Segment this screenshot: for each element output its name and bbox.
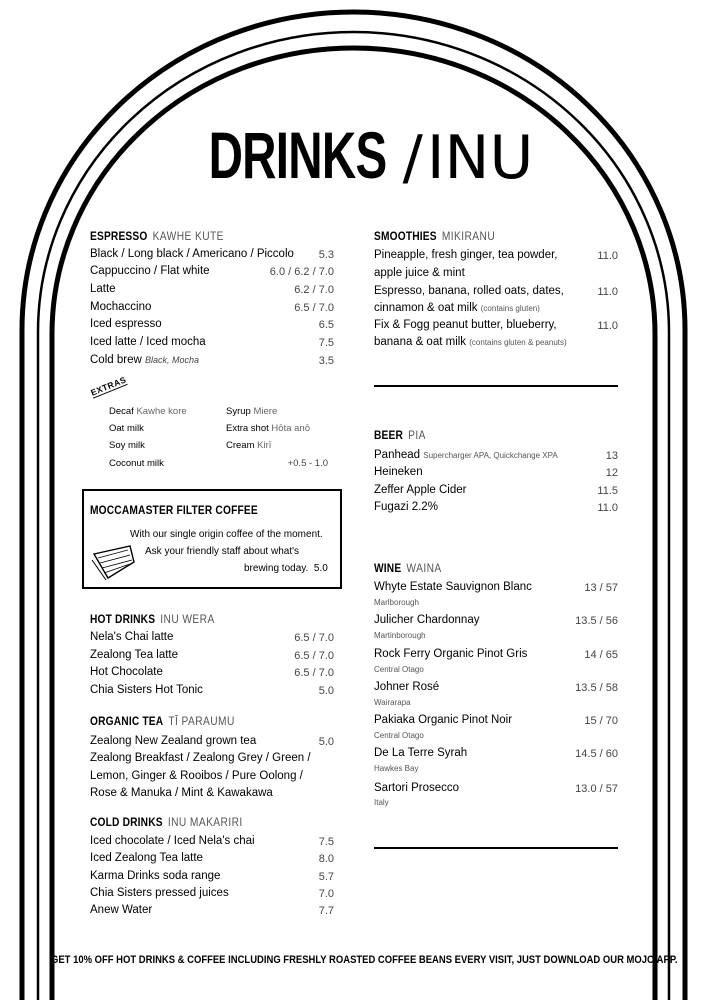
menu-price: 7.5	[318, 836, 334, 848]
menu-price: 8.0	[318, 853, 334, 865]
espresso-heading: ESPRESSO KAWHE KUTE	[90, 229, 224, 243]
menu-price: 13.5 / 58	[575, 682, 618, 694]
menu-price: 5.0	[318, 685, 334, 697]
wine-region: Central Otago	[374, 731, 424, 740]
moccamaster-line1: With our single origin coffee of the moment.	[130, 529, 323, 540]
divider	[374, 847, 618, 849]
menu-price: 11.0	[597, 250, 618, 262]
menu-price: 11.0	[597, 320, 618, 332]
menu-item: Hot Chocolate	[90, 666, 163, 678]
menu-price: 7.7	[318, 905, 334, 917]
extra-item: Oat milk	[109, 423, 144, 434]
menu-item-line2: cinnamon & oat milk (contains gluten)	[374, 302, 540, 314]
wine-region: Hawkes Bay	[374, 764, 419, 773]
divider	[374, 385, 618, 387]
menu-price: 13	[605, 450, 618, 462]
menu-item: Panhead Supercharger APA, Quickchange XPA	[374, 449, 558, 461]
extra-item: Cream Kirī	[226, 440, 272, 451]
tea-varieties-line: Lemon, Ginger & Rooibos / Pure Oolong /	[90, 770, 303, 782]
menu-item: Zealong Tea latte	[90, 649, 179, 661]
menu-price: 6.5 / 7.0	[294, 667, 334, 679]
beer-heading: BEER PIA	[374, 428, 426, 442]
menu-price: 7.0	[318, 888, 334, 900]
menu-item: De La Terre Syrah	[374, 747, 468, 759]
menu-price: 7.5	[318, 337, 334, 349]
menu-item: Johner Rosé	[374, 681, 440, 693]
menu-item: Latte	[90, 283, 116, 295]
menu-price: 11.0	[597, 502, 618, 514]
menu-price: 12	[605, 467, 618, 479]
extra-item: Soy milk	[109, 440, 145, 451]
menu-item: Mochaccino	[90, 301, 152, 313]
menu-price: 6.5 / 7.0	[294, 632, 334, 644]
promo-footer: GET 10% OFF HOT DRINKS & COFFEE INCLUDING FRESHLY ROASTED COFFEE BEANS EVERY VISIT, JUST DOWNLOAD OUR MOJO APP.	[50, 954, 678, 966]
menu-item: Black / Long black / Americano / Piccolo	[90, 248, 294, 260]
menu-item: Pakiaka Organic Pinot Noir	[374, 714, 513, 726]
menu-price: 5.7	[318, 871, 334, 883]
menu-price: 6.5 / 7.0	[294, 302, 334, 314]
tea-varieties-line: Zealong Breakfast / Zealong Grey / Green /	[90, 752, 311, 764]
menu-price: 13 / 57	[584, 582, 618, 594]
menu-item: Anew Water	[90, 904, 153, 916]
menu-item: Heineken	[374, 466, 423, 478]
menu-price: 6.5 / 7.0	[294, 650, 334, 662]
extra-item: Extra shot Hōta anō	[226, 423, 310, 434]
menu-price: 13.5 / 56	[575, 615, 618, 627]
coffee-filter-icon	[90, 540, 138, 582]
menu-note: (contains gluten)	[480, 304, 540, 313]
menu-note: Black, Mocha	[144, 355, 200, 365]
wine-heading: WINE WAINA	[374, 561, 442, 575]
moccamaster-heading: MOCCAMASTER FILTER COFFEE	[90, 503, 258, 517]
menu-item: Julicher Chardonnay	[374, 614, 480, 626]
menu-item: Iced espresso	[90, 318, 162, 330]
menu-price: 15 / 70	[584, 715, 618, 727]
page-title	[0, 118, 707, 193]
menu-price: 14 / 65	[584, 649, 618, 661]
menu-note: Supercharger APA, Quickchange XPA	[423, 451, 558, 460]
menu-price: 11.0	[597, 286, 618, 298]
menu-item: Cold brew Black, Mocha	[90, 354, 200, 366]
menu-price: 6.5	[318, 319, 334, 331]
extras-badge: EXTRAS	[89, 374, 128, 398]
menu-item: Fix & Fogg peanut butter, blueberry,	[374, 319, 557, 331]
menu-item: Fugazi 2.2%	[374, 501, 438, 513]
wine-region: Central Otago	[374, 665, 424, 674]
title-sub: INU	[426, 123, 534, 193]
menu-note: (contains gluten & peanuts)	[469, 338, 567, 347]
extra-item: Decaf Kawhe kore	[109, 406, 187, 417]
extra-item: Coconut milk	[109, 458, 164, 469]
organic-tea-heading: ORGANIC TEA TĪ PARAUMU	[90, 714, 235, 728]
menu-price: 11.5	[597, 485, 618, 497]
menu-item: Pineapple, fresh ginger, tea powder,	[374, 249, 558, 261]
menu-price: 14.5 / 60	[575, 748, 618, 760]
wine-region: Italy	[374, 798, 389, 807]
title-main: DRINKS	[208, 118, 387, 192]
tea-varieties-line: Rose & Manuka / Mint & Kawakawa	[90, 787, 273, 799]
menu-item: Cappuccino / Flat white	[90, 265, 210, 277]
menu-item: Zealong New Zealand grown tea	[90, 735, 257, 747]
menu-item: Chia Sisters pressed juices	[90, 887, 229, 899]
menu-item: Karma Drinks soda range	[90, 870, 221, 882]
wine-region: Wairarapa	[374, 698, 411, 707]
menu-item: Espresso, banana, rolled oats, dates,	[374, 285, 564, 297]
menu-price: 3.5	[318, 355, 334, 367]
menu-price: 5.3	[318, 249, 334, 261]
menu-price: 6.2 / 7.0	[294, 284, 334, 296]
wine-region: Martinborough	[374, 631, 426, 640]
menu-item: Chia Sisters Hot Tonic	[90, 684, 203, 696]
menu-item: Nela's Chai latte	[90, 631, 174, 643]
moccamaster-line3: brewing today. 5.0	[244, 563, 328, 574]
extra-item: Syrup Miere	[226, 406, 278, 417]
menu-price: 13.0 / 57	[575, 783, 618, 795]
menu-item-line2: apple juice & mint	[374, 267, 465, 279]
cold-drinks-heading: COLD DRINKS INU MAKARIRI	[90, 815, 243, 829]
menu-item: Iced chocolate / Iced Nela's chai	[90, 835, 255, 847]
menu-price: 5.0	[318, 736, 334, 748]
menu-item: Whyte Estate Sauvignon Blanc	[374, 581, 532, 593]
wine-region: Marlborough	[374, 598, 419, 607]
menu-item: Sartori Prosecco	[374, 782, 460, 794]
title-separator: /	[402, 123, 423, 193]
extras-price: +0.5 - 1.0	[287, 458, 328, 469]
menu-item: Zeffer Apple Cider	[374, 484, 467, 496]
menu-item: Iced Zealong Tea latte	[90, 852, 203, 864]
menu-price: 6.0 / 6.2 / 7.0	[269, 266, 334, 278]
menu-item: Rock Ferry Organic Pinot Gris	[374, 648, 528, 660]
smoothies-heading: SMOOTHIES MIKIRANU	[374, 229, 496, 243]
menu-item-line2: banana & oat milk (contains gluten & peanuts)	[374, 336, 567, 348]
moccamaster-line2: Ask your friendly staff about what's	[145, 546, 300, 557]
menu-item: Iced latte / Iced mocha	[90, 336, 206, 348]
hot-drinks-heading: HOT DRINKS INU WERA	[90, 612, 215, 626]
